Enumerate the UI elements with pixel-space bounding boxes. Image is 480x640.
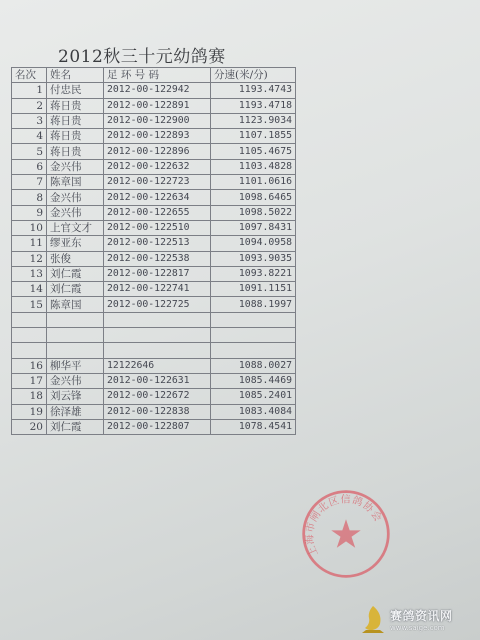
blank-rows [12, 312, 296, 358]
speed-cell: 1094.0958 [211, 236, 296, 251]
rank-cell: 20 [12, 419, 47, 434]
name-cell: 蒋日贵 [47, 113, 104, 128]
table-row [12, 358, 296, 373]
svg-text:上海市闸北区信鸽协会: 上海市闸北区信鸽协会 [304, 494, 384, 558]
header-name: 姓名 [47, 68, 104, 83]
table-row [12, 236, 296, 251]
table-row [12, 419, 296, 434]
speed-cell: 1078.4541 [211, 419, 296, 434]
table-row [12, 282, 296, 297]
speed-cell: 1097.8431 [211, 220, 296, 235]
rank-cell: 12 [12, 251, 47, 266]
table-row [12, 205, 296, 220]
ring-number-cell: 2012-00-122510 [104, 220, 211, 235]
site-watermark [360, 600, 478, 638]
rank-cell: 15 [12, 297, 47, 312]
ring-number-cell: 12122646 [104, 358, 211, 373]
name-cell: 蒋日贵 [47, 129, 104, 144]
table-row [12, 113, 296, 128]
results-table [11, 67, 296, 435]
results-body-bottom [12, 358, 296, 434]
speed-cell: 1083.4084 [211, 404, 296, 419]
ring-number-cell: 2012-00-122817 [104, 266, 211, 281]
table-row [12, 98, 296, 113]
speed-cell: 1093.9035 [211, 251, 296, 266]
table-row [12, 83, 296, 98]
name-cell: 上官文才 [47, 220, 104, 235]
name-cell: 金兴伟 [47, 190, 104, 205]
speed-cell: 1088.0027 [211, 358, 296, 373]
name-cell: 刘仁霞 [47, 282, 104, 297]
ring-number-cell: 2012-00-122538 [104, 251, 211, 266]
rank-cell: 10 [12, 220, 47, 235]
header-ring-number: 足 环 号 码 [104, 68, 211, 83]
blank-row [12, 328, 296, 343]
ring-number-cell: 2012-00-122672 [104, 389, 211, 404]
header-speed: 分速(米/分) [211, 68, 296, 83]
table-row [12, 129, 296, 144]
watermark-site-url: www.saige.com [390, 623, 445, 632]
ring-number-cell: 2012-00-122634 [104, 190, 211, 205]
name-cell: 蒋日贵 [47, 144, 104, 159]
name-cell: 柳华平 [47, 358, 104, 373]
ring-number-cell: 2012-00-122891 [104, 98, 211, 113]
speed-cell: 1085.4469 [211, 373, 296, 388]
ring-number-cell: 2012-00-122896 [104, 144, 211, 159]
name-cell: 陈章国 [47, 175, 104, 190]
name-cell: 金兴伟 [47, 373, 104, 388]
rank-cell: 16 [12, 358, 47, 373]
rank-cell: 1 [12, 83, 47, 98]
ring-number-cell: 2012-00-122900 [104, 113, 211, 128]
ring-number-cell: 2012-00-122942 [104, 83, 211, 98]
document-title: 2012秋三十元幼鸽赛 [58, 47, 226, 67]
rank-cell: 7 [12, 175, 47, 190]
name-cell: 付忠民 [47, 83, 104, 98]
rank-cell: 11 [12, 236, 47, 251]
name-cell: 张俊 [47, 251, 104, 266]
name-cell: 刘仁霞 [47, 266, 104, 281]
ring-number-cell: 2012-00-122632 [104, 159, 211, 174]
name-cell: 蒋日贵 [47, 98, 104, 113]
table-row [12, 251, 296, 266]
speed-cell: 1103.4828 [211, 159, 296, 174]
speed-cell: 1098.6465 [211, 190, 296, 205]
speed-cell: 1088.1997 [211, 297, 296, 312]
rank-cell: 17 [12, 373, 47, 388]
rank-cell: 3 [12, 113, 47, 128]
rank-cell: 19 [12, 404, 47, 419]
table-row [12, 144, 296, 159]
speed-cell: 1193.4718 [211, 98, 296, 113]
name-cell: 缪亚东 [47, 236, 104, 251]
name-cell: 金兴伟 [47, 205, 104, 220]
table-row [12, 404, 296, 419]
rank-cell: 14 [12, 282, 47, 297]
speed-cell: 1093.8221 [211, 266, 296, 281]
table-row [12, 297, 296, 312]
speed-cell: 1107.1855 [211, 129, 296, 144]
results-body-top [12, 83, 296, 312]
name-cell: 刘云锋 [47, 389, 104, 404]
name-cell: 金兴伟 [47, 159, 104, 174]
ring-number-cell: 2012-00-122631 [104, 373, 211, 388]
table-row [12, 389, 296, 404]
table-row [12, 373, 296, 388]
rank-cell: 13 [12, 266, 47, 281]
name-cell: 陈章国 [47, 297, 104, 312]
ring-number-cell: 2012-00-122741 [104, 282, 211, 297]
ring-number-cell: 2012-00-122893 [104, 129, 211, 144]
table-header-row [12, 68, 296, 83]
association-seal-stamp [300, 488, 392, 580]
pigeon-logo-icon [360, 604, 386, 634]
ring-number-cell: 2012-00-122807 [104, 419, 211, 434]
ring-number-cell: 2012-00-122655 [104, 205, 211, 220]
rank-cell: 8 [12, 190, 47, 205]
rank-cell: 2 [12, 98, 47, 113]
rank-cell: 4 [12, 129, 47, 144]
speed-cell: 1101.0616 [211, 175, 296, 190]
rank-cell: 6 [12, 159, 47, 174]
ring-number-cell: 2012-00-122723 [104, 175, 211, 190]
watermark-site-name: 赛鸽资讯网 [390, 608, 453, 623]
table-row [12, 266, 296, 281]
rank-cell: 5 [12, 144, 47, 159]
rank-cell: 9 [12, 205, 47, 220]
speed-cell: 1105.4675 [211, 144, 296, 159]
table-row [12, 159, 296, 174]
speed-cell: 1193.4743 [211, 83, 296, 98]
blank-row [12, 312, 296, 327]
speed-cell: 1123.9034 [211, 113, 296, 128]
speed-cell: 1085.2401 [211, 389, 296, 404]
name-cell: 徐泽雄 [47, 404, 104, 419]
table-row [12, 220, 296, 235]
ring-number-cell: 2012-00-122513 [104, 236, 211, 251]
blank-row [12, 343, 296, 358]
speed-cell: 1098.5022 [211, 205, 296, 220]
table-row [12, 175, 296, 190]
name-cell: 刘仁霞 [47, 419, 104, 434]
speed-cell: 1091.1151 [211, 282, 296, 297]
ring-number-cell: 2012-00-122725 [104, 297, 211, 312]
table-row [12, 190, 296, 205]
header-rank: 名次 [12, 68, 47, 83]
rank-cell: 18 [12, 389, 47, 404]
ring-number-cell: 2012-00-122838 [104, 404, 211, 419]
